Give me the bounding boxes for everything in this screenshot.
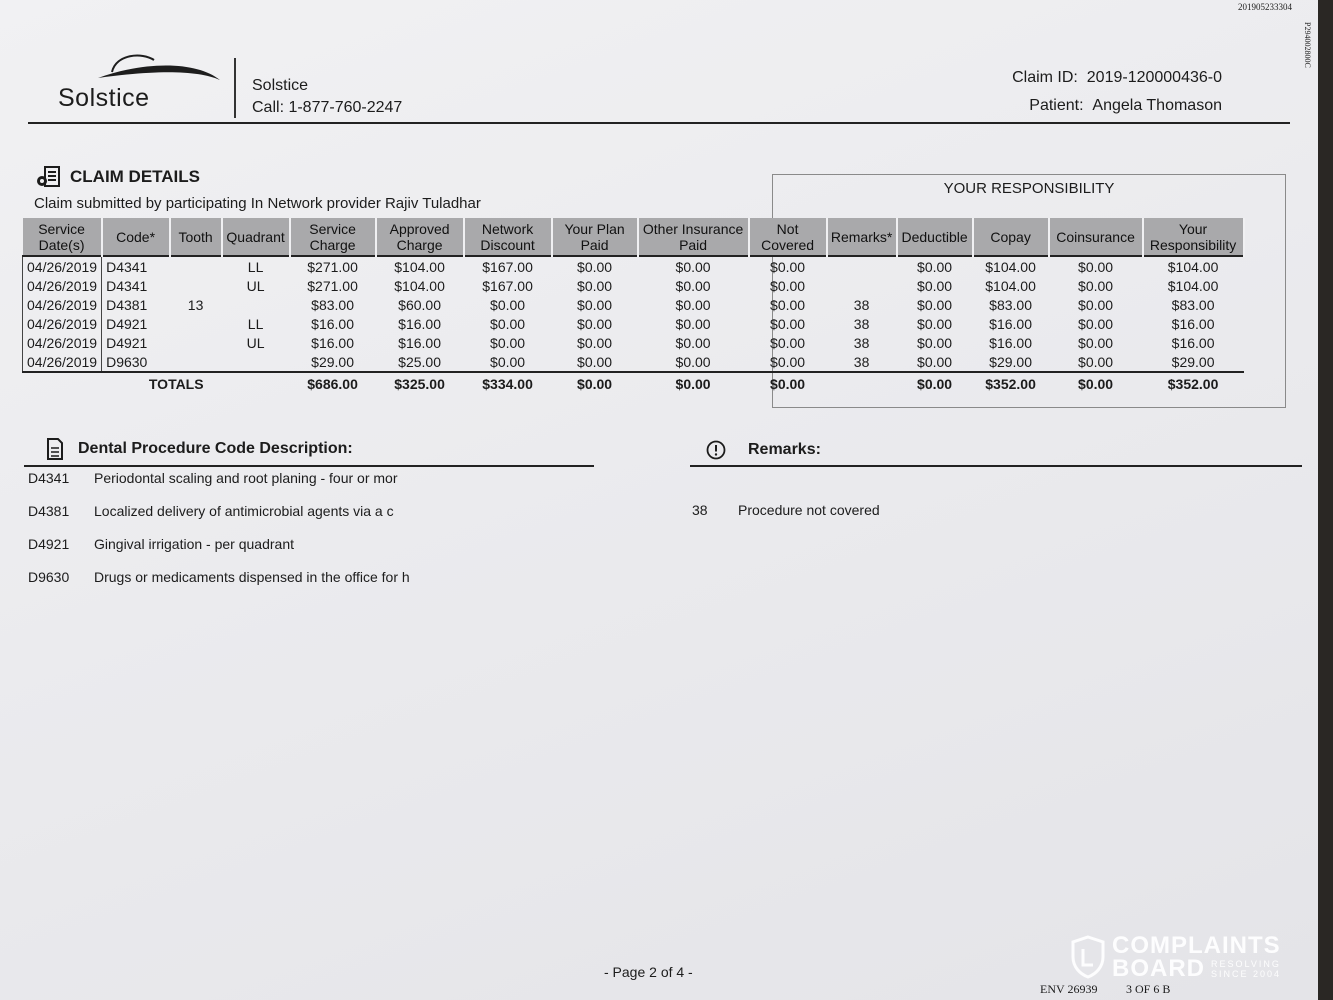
cell-plan-paid: $0.00 (577, 315, 613, 332)
cell-quadrant: UL (246, 277, 265, 294)
cell-coinsurance: $0.00 (1049, 256, 1143, 276)
cell-other-insurance: $0.00 (675, 334, 711, 351)
company-name: Solstice (252, 77, 309, 94)
cell-plan-paid: $0.00 (577, 296, 613, 313)
cell-quadrant (222, 295, 290, 314)
cell-date: 04/26/2019 (23, 333, 102, 352)
procedure-code-list (28, 470, 410, 602)
cell-plan-paid: $0.00 (552, 352, 638, 372)
procedure-codes-header (46, 438, 353, 460)
cell-network-discount: $167.00 (482, 277, 533, 294)
cell-plan-paid: $0.00 (577, 277, 613, 294)
table-header-row (23, 218, 1244, 256)
cell-not-covered: $0.00 (770, 315, 806, 332)
cell-tooth (170, 333, 222, 352)
cell-responsibility: $104.00 (1143, 256, 1244, 276)
shield-icon (1070, 935, 1106, 979)
cell-responsibility: $16.00 (1171, 315, 1215, 332)
company-info (252, 75, 402, 119)
cell-not-covered: $0.00 (749, 352, 827, 372)
cell-not-covered: $0.00 (770, 277, 806, 294)
col-network-discount: Network Discount (464, 218, 552, 256)
total-responsibility: $352.00 (1167, 376, 1219, 392)
cell-network-discount: $0.00 (490, 296, 526, 313)
cell-other-insurance: $0.00 (675, 315, 711, 332)
remark-description: Procedure not covered (738, 502, 880, 518)
cell-date: 04/26/2019 (23, 352, 102, 372)
watermark-line2: BOARD (1112, 955, 1205, 982)
cell-quadrant: LL (222, 256, 290, 276)
cell-quadrant: UL (246, 334, 265, 351)
cell-tooth: 13 (187, 296, 204, 313)
cell-copay: $104.00 (985, 277, 1036, 294)
col-copay: Copay (973, 218, 1049, 256)
cell-coinsurance: $0.00 (1049, 352, 1143, 372)
document-stamp-number: 201905233304 (1238, 2, 1292, 12)
cell-other-insurance: $0.00 (638, 256, 749, 276)
cell-code: D4921 (106, 334, 148, 351)
cell-quadrant (222, 352, 290, 372)
cell-responsibility: $29.00 (1143, 352, 1244, 372)
cell-code: D4381 (106, 296, 148, 313)
total-deductible: $0.00 (917, 376, 953, 392)
claim-id-value: 2019-120000436-0 (1086, 69, 1222, 86)
cell-tooth (170, 256, 222, 276)
remarks-header (706, 440, 821, 460)
cell-other-insurance: $0.00 (675, 296, 711, 313)
procedure-description: Gingival irrigation - per quadrant (94, 536, 294, 552)
col-coinsurance: Coinsurance (1049, 218, 1143, 256)
total-plan-paid: $0.00 (577, 376, 613, 392)
cell-network-discount: $0.00 (464, 352, 552, 372)
cell-copay: $104.00 (973, 256, 1049, 276)
cell-code: D9630 (102, 352, 170, 372)
table-row (23, 276, 1244, 295)
col-approved-charge: Approved Charge (376, 218, 464, 256)
claim-provider-note: Claim submitted by participating In Network provider Rajiv Tuladhar (34, 195, 481, 212)
cell-remarks: 38 (827, 352, 897, 372)
document-side-code: P294002800C (1303, 22, 1312, 68)
col-not-covered: Not Covered (749, 218, 827, 256)
cell-deductible: $0.00 (917, 334, 953, 351)
col-quadrant: Quadrant (222, 218, 290, 256)
cell-service-charge: $83.00 (311, 296, 354, 313)
totals-row (23, 372, 1244, 395)
patient-name: Angela Thomason (1092, 97, 1222, 114)
cell-approved-charge: $16.00 (398, 315, 441, 332)
claim-header (1012, 64, 1222, 120)
procedure-description: Drugs or medicaments dispensed in the office for h (94, 569, 410, 585)
table-row (23, 333, 1244, 352)
remark-code: 38 (692, 502, 708, 518)
cell-not-covered: $0.00 (749, 256, 827, 276)
cell-date: 04/26/2019 (23, 295, 102, 314)
col-tooth: Tooth (170, 218, 222, 256)
total-coinsurance: $0.00 (1078, 376, 1114, 392)
cell-deductible: $0.00 (917, 296, 953, 313)
cell-service-charge: $271.00 (307, 277, 358, 294)
list-item (28, 569, 410, 602)
cell-remarks: 38 (853, 296, 870, 313)
procedure-code: D9630 (28, 569, 70, 585)
cell-responsibility: $83.00 (1171, 296, 1215, 313)
total-not-covered: $0.00 (770, 376, 806, 392)
cell-approved-charge: $25.00 (376, 352, 464, 372)
total-other-insurance: $0.00 (675, 376, 711, 392)
cell-date: 04/26/2019 (23, 314, 102, 333)
cell-not-covered: $0.00 (770, 334, 806, 351)
total-copay: $352.00 (985, 376, 1036, 392)
col-plan-paid: Your Plan Paid (552, 218, 638, 256)
table-row (23, 314, 1244, 333)
logo-wordmark: Solstice (58, 84, 150, 112)
cell-coinsurance: $0.00 (1078, 315, 1114, 332)
list-item (28, 470, 410, 503)
cell-deductible: $0.00 (917, 277, 953, 294)
table-row (23, 352, 1244, 372)
cell-responsibility: $16.00 (1171, 334, 1215, 351)
cell-network-discount: $0.00 (490, 334, 526, 351)
exclamation-circle-icon (706, 440, 726, 460)
col-remarks: Remarks* (827, 218, 897, 256)
cell-service-charge: $16.00 (311, 334, 354, 351)
document-icon (46, 438, 64, 460)
claim-id-label: Claim ID: (1012, 69, 1078, 86)
col-service-charge: Service Charge (290, 218, 376, 256)
receipt-icon (36, 166, 62, 188)
cell-approved-charge: $104.00 (376, 256, 464, 276)
patient-label: Patient: (1029, 97, 1084, 114)
col-your-responsibility: Your Responsibility (1143, 218, 1244, 256)
cell-date: 04/26/2019 (23, 256, 102, 276)
total-approved-charge: $325.00 (394, 376, 445, 392)
table-row (23, 256, 1244, 276)
cell-deductible: $0.00 (897, 352, 973, 372)
col-other-insurance: Other Insurance Paid (638, 218, 749, 256)
totals-label: TOTALS (148, 376, 204, 392)
header-rule (28, 122, 1290, 124)
cell-tooth (170, 352, 222, 372)
cell-deductible: $0.00 (917, 315, 953, 332)
your-responsibility-title: YOUR RESPONSIBILITY (943, 180, 1115, 197)
cell-network-discount: $0.00 (490, 315, 526, 332)
cell-tooth (170, 276, 222, 295)
cell-responsibility: $104.00 (1167, 277, 1219, 294)
cell-coinsurance: $0.00 (1078, 334, 1114, 351)
cell-remarks (827, 256, 897, 276)
claim-details-table (22, 218, 1245, 395)
list-item (28, 503, 410, 536)
cell-coinsurance: $0.00 (1078, 296, 1114, 313)
cell-code: D4921 (106, 315, 148, 332)
cell-date: 04/26/2019 (23, 276, 102, 295)
procedure-code: D4921 (28, 536, 70, 552)
solstice-logo (58, 50, 228, 114)
cell-approved-charge: $16.00 (398, 334, 441, 351)
cell-copay: $83.00 (989, 296, 1032, 313)
cell-service-charge: $271.00 (290, 256, 376, 276)
total-service-charge: $686.00 (307, 376, 358, 392)
procedure-description: Periodontal scaling and root planing - four or mor (94, 470, 398, 486)
remarks-rule (690, 465, 1302, 467)
cell-service-charge: $29.00 (290, 352, 376, 372)
cell-not-covered: $0.00 (770, 296, 806, 313)
cell-remarks: 38 (853, 334, 870, 351)
procedure-code: D4341 (28, 470, 70, 486)
company-phone: Call: 1-877-760-2247 (252, 99, 403, 116)
cell-coinsurance: $0.00 (1078, 277, 1114, 294)
complaints-board-watermark (1070, 934, 1281, 980)
procedure-code: D4381 (28, 503, 70, 519)
cell-code: D4341 (102, 256, 170, 276)
procedure-codes-rule (24, 465, 594, 467)
col-deductible: Deductible (897, 218, 973, 256)
claim-details-title (36, 166, 200, 188)
cell-service-charge: $16.00 (311, 315, 354, 332)
col-service-dates: Service Date(s) (23, 218, 102, 256)
total-network-discount: $334.00 (482, 376, 533, 392)
header-divider (234, 58, 236, 118)
watermark-tag2: SINCE 2004 (1211, 969, 1282, 979)
cell-remarks (827, 276, 897, 295)
envelope-page: 3 OF 6 B (1126, 982, 1171, 996)
cell-other-insurance: $0.00 (675, 277, 711, 294)
cell-plan-paid: $0.00 (577, 334, 613, 351)
col-code: Code* (102, 218, 170, 256)
claim-details-heading: CLAIM DETAILS (70, 167, 201, 186)
cell-plan-paid: $0.00 (552, 256, 638, 276)
watermark-line1: COMPLAINTS (1112, 932, 1281, 959)
cell-other-insurance: $0.00 (638, 352, 749, 372)
list-item (692, 502, 880, 518)
cell-copay: $29.00 (973, 352, 1049, 372)
cell-approved-charge: $60.00 (398, 296, 441, 313)
cell-deductible: $0.00 (897, 256, 973, 276)
cell-network-discount: $167.00 (464, 256, 552, 276)
total-remarks-empty (827, 372, 897, 395)
procedure-codes-title: Dental Procedure Code Description: (78, 440, 353, 457)
procedure-description: Localized delivery of antimicrobial agents via a c (94, 503, 394, 519)
cell-quadrant: LL (247, 315, 264, 332)
cell-tooth (170, 314, 222, 333)
cell-code: D4341 (106, 277, 148, 294)
list-item (28, 536, 410, 569)
cell-copay: $16.00 (989, 315, 1032, 332)
watermark-tag1: RESOLVING (1211, 959, 1281, 969)
table-row (23, 295, 1244, 314)
cell-approved-charge: $104.00 (394, 277, 445, 294)
page-number: - Page 2 of 4 - (604, 964, 693, 980)
cell-remarks: 38 (853, 315, 870, 332)
remarks-title: Remarks: (748, 441, 821, 458)
cell-copay: $16.00 (989, 334, 1032, 351)
envelope-code: ENV 26939 (1040, 982, 1098, 996)
